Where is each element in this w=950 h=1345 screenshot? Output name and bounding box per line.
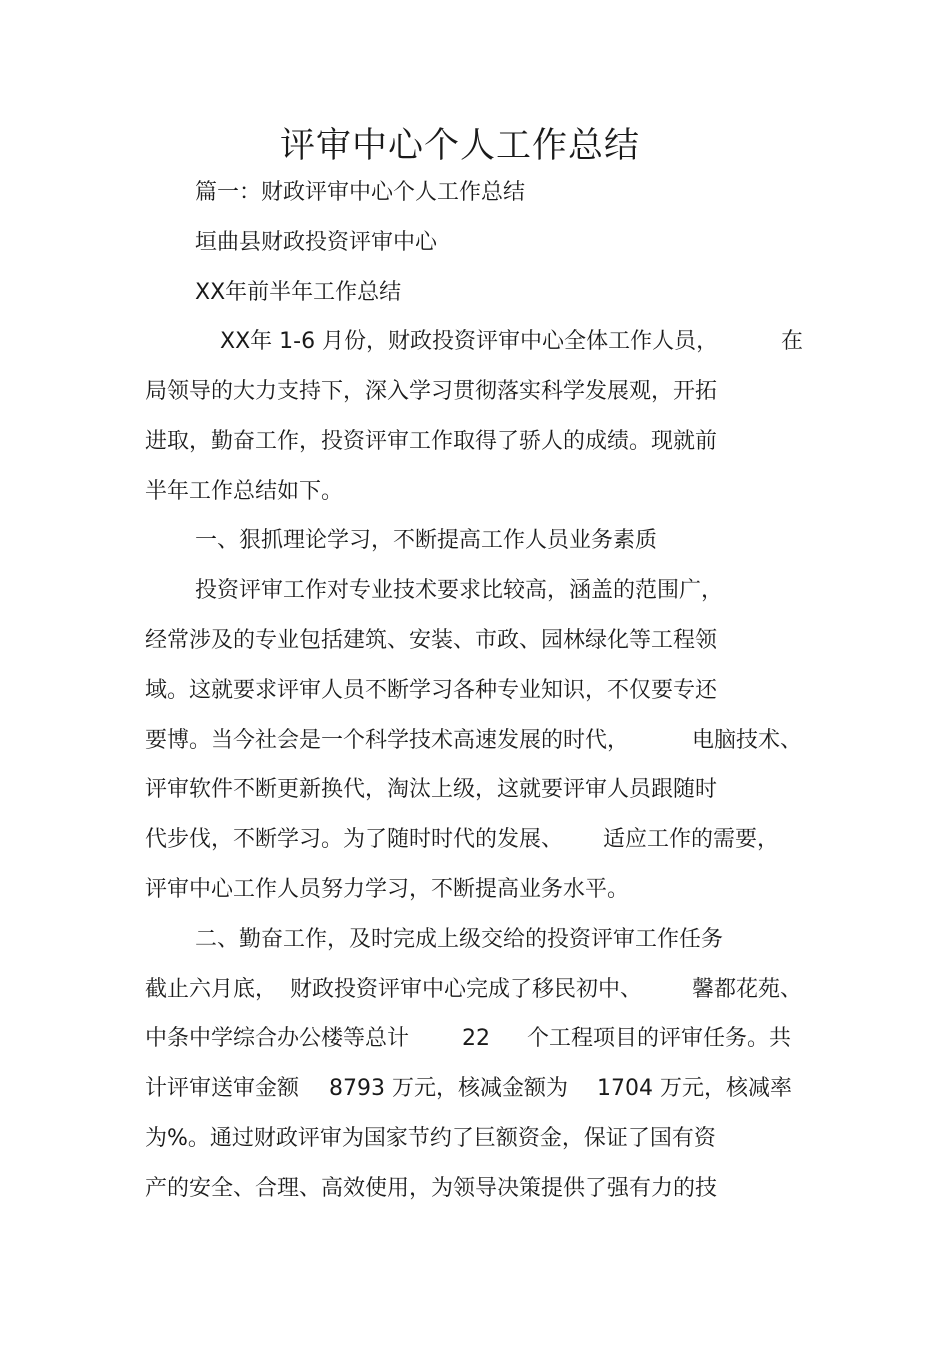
text-segment: 要博。当今社会是一个科学技术高速发展的时代， [145, 728, 630, 753]
text-segment: 投资评审工作对专业技术要求比较高，涵盖的范围广， [195, 578, 724, 603]
text-segment: 局领导的大力支持下，深入学习贯彻落实科学发展观，开拓 [145, 379, 718, 404]
text-segment: 二、勤奋工作，及时完成上级交给的投资评审工作任务 [195, 927, 724, 952]
text-segment: 个工程项目的评审任务。共 [527, 1026, 792, 1051]
text-segment: 8793 万元，核减金额为 [329, 1076, 568, 1101]
text-segment: 进取，勤奋工作，投资评审工作取得了骄人的成绩。现就前 [145, 429, 718, 454]
text-segment: 1704 万元，核减率 [597, 1076, 792, 1101]
text-segment: 垣曲县财政投资评审中心 [195, 230, 438, 255]
document-title: 评审中心个人工作总结 [279, 126, 640, 166]
text-segment: 馨都花苑、 [692, 977, 803, 1002]
text-segment: 22 [462, 1026, 490, 1051]
text-segment: 中条中学综合办公楼等总计 [145, 1026, 410, 1051]
text-segment: 产的安全、合理、高效使用，为领导决策提供了强有力的技 [145, 1176, 718, 1201]
text-segment: 域。这就要求评审人员不断学习各种专业知识，不仅要专还 [145, 678, 718, 703]
text-segment: XX年 1-6 月份，财政投资评审中心全体工作人员， [220, 329, 719, 354]
text-segment: 财政投资评审中心完成了移民初中、 [290, 977, 643, 1002]
text-segment: 在 [781, 329, 804, 354]
text-segment: 计评审送审金额 [145, 1076, 300, 1101]
text-segment: 篇一：财政评审中心个人工作总结 [195, 180, 526, 205]
text-segment: 评审中心工作人员努力学习，不断提高业务水平。 [145, 877, 630, 902]
text-segment: 代步伐，不断学习。为了随时时代的发展、 [145, 827, 564, 852]
text-segment: 经常涉及的专业包括建筑、安装、市政、园林绿化等工程领 [145, 628, 718, 653]
text-segment: 适应工作的需要， [603, 827, 780, 852]
text-segment: 截止六月底， [145, 977, 278, 1002]
text-segment: 为%。通过财政评审为国家节约了巨额资金，保证了国有资 [145, 1126, 716, 1151]
text-segment: 评审软件不断更新换代，淘汰上级，这就要评审人员跟随时 [145, 777, 718, 802]
text-segment: 电脑技术、 [692, 728, 803, 753]
text-segment: XX年前半年工作总结 [195, 280, 402, 305]
text-segment: 半年工作总结如下。 [145, 479, 344, 504]
text-segment: 一、狠抓理论学习，不断提高工作人员业务素质 [195, 528, 658, 553]
